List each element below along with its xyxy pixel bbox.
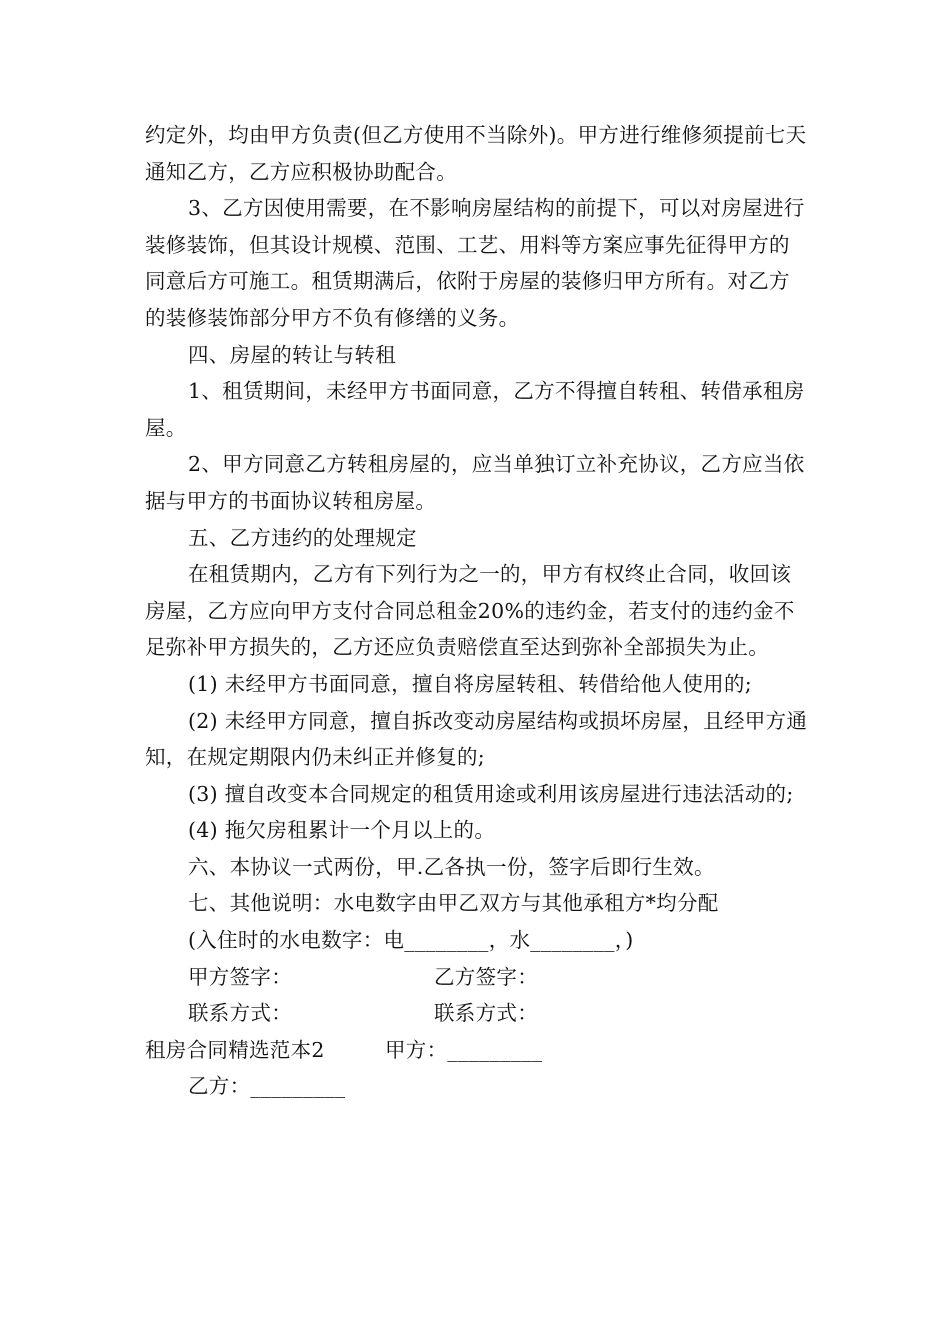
- party-a-contact-label: 联系方式：: [188, 1001, 292, 1026]
- paragraph-4-2: 2、甲方同意乙方转租房屋的，应当单独订立补充协议，乙方应当依据与甲方的书面协议转租房屋。: [145, 452, 805, 513]
- party-b-field: 乙方：_________: [188, 1074, 346, 1099]
- section-heading-4: 四、房屋的转让与转租: [188, 342, 396, 367]
- party-b-signature-label: 乙方签字：: [434, 964, 538, 989]
- list-item-4: (4) 拖欠房租累计一个月以上的。: [188, 818, 496, 843]
- party-a-field: 甲方：_________: [385, 1037, 543, 1062]
- party-a-signature-label: 甲方签字：: [188, 964, 292, 989]
- list-item-2: (2) 未经甲方同意，擅自拆改变动房屋结构或损坏房屋，且经甲方通知，在规定期限内仍未纠正并修复的;: [145, 708, 808, 770]
- signature-row: [145, 959, 810, 996]
- document-body: [145, 117, 810, 1105]
- next-contract-title-row: [145, 1032, 810, 1069]
- section-heading-6: 六、本协议一式两份，甲.乙各执一份，签字后即行生效。: [188, 854, 715, 879]
- party-b-row: [145, 1068, 810, 1105]
- party-b-contact-label: 联系方式：: [434, 1001, 538, 1026]
- paragraph-1: 约定外，均由甲方负责(但乙方使用不当除外)。甲方进行维修须提前七天通知乙方，乙方应积极协助配合。: [145, 123, 807, 184]
- paragraph-4-1: 1、租赁期间，未经甲方书面同意，乙方不得擅自转租、转借承租房屋。: [145, 379, 805, 440]
- paragraph-5-intro: 在租赁期内，乙方有下列行为之一的，甲方有权终止合同，收回该房屋，乙方应向甲方支付合同总租金20%的违约金，若支付的违约金不足弥补甲方损失的，乙方还应负责赔偿直至达到弥补全部损失为止。: [145, 562, 795, 660]
- paragraph-2: 3、乙方因使用需要，在不影响房屋结构的前提下，可以对房屋进行装修装饰，但其设计规模、范围、工艺、用料等方案应事先征得甲方的同意后方可施工。租赁期满后，依附于房屋的装修归甲方所有。对乙方的装修装饰部分甲方不负有修缮的义务。: [145, 196, 805, 330]
- contact-row: [145, 995, 810, 1032]
- next-contract-title: 租房合同精选范本2: [145, 1037, 325, 1062]
- utility-readings-line: (入住时的水电数字：电________，水________，): [188, 928, 634, 953]
- section-heading-7: 七、其他说明：水电数字由甲乙双方与其他承租方*均分配: [188, 891, 719, 916]
- list-item-1: (1) 未经甲方书面同意，擅自将房屋转租、转借给他人使用的;: [188, 671, 752, 696]
- section-heading-5: 五、乙方违约的处理规定: [188, 525, 417, 550]
- list-item-3: (3) 擅自改变本合同规定的租赁用途或利用该房屋进行违法活动的;: [188, 781, 794, 806]
